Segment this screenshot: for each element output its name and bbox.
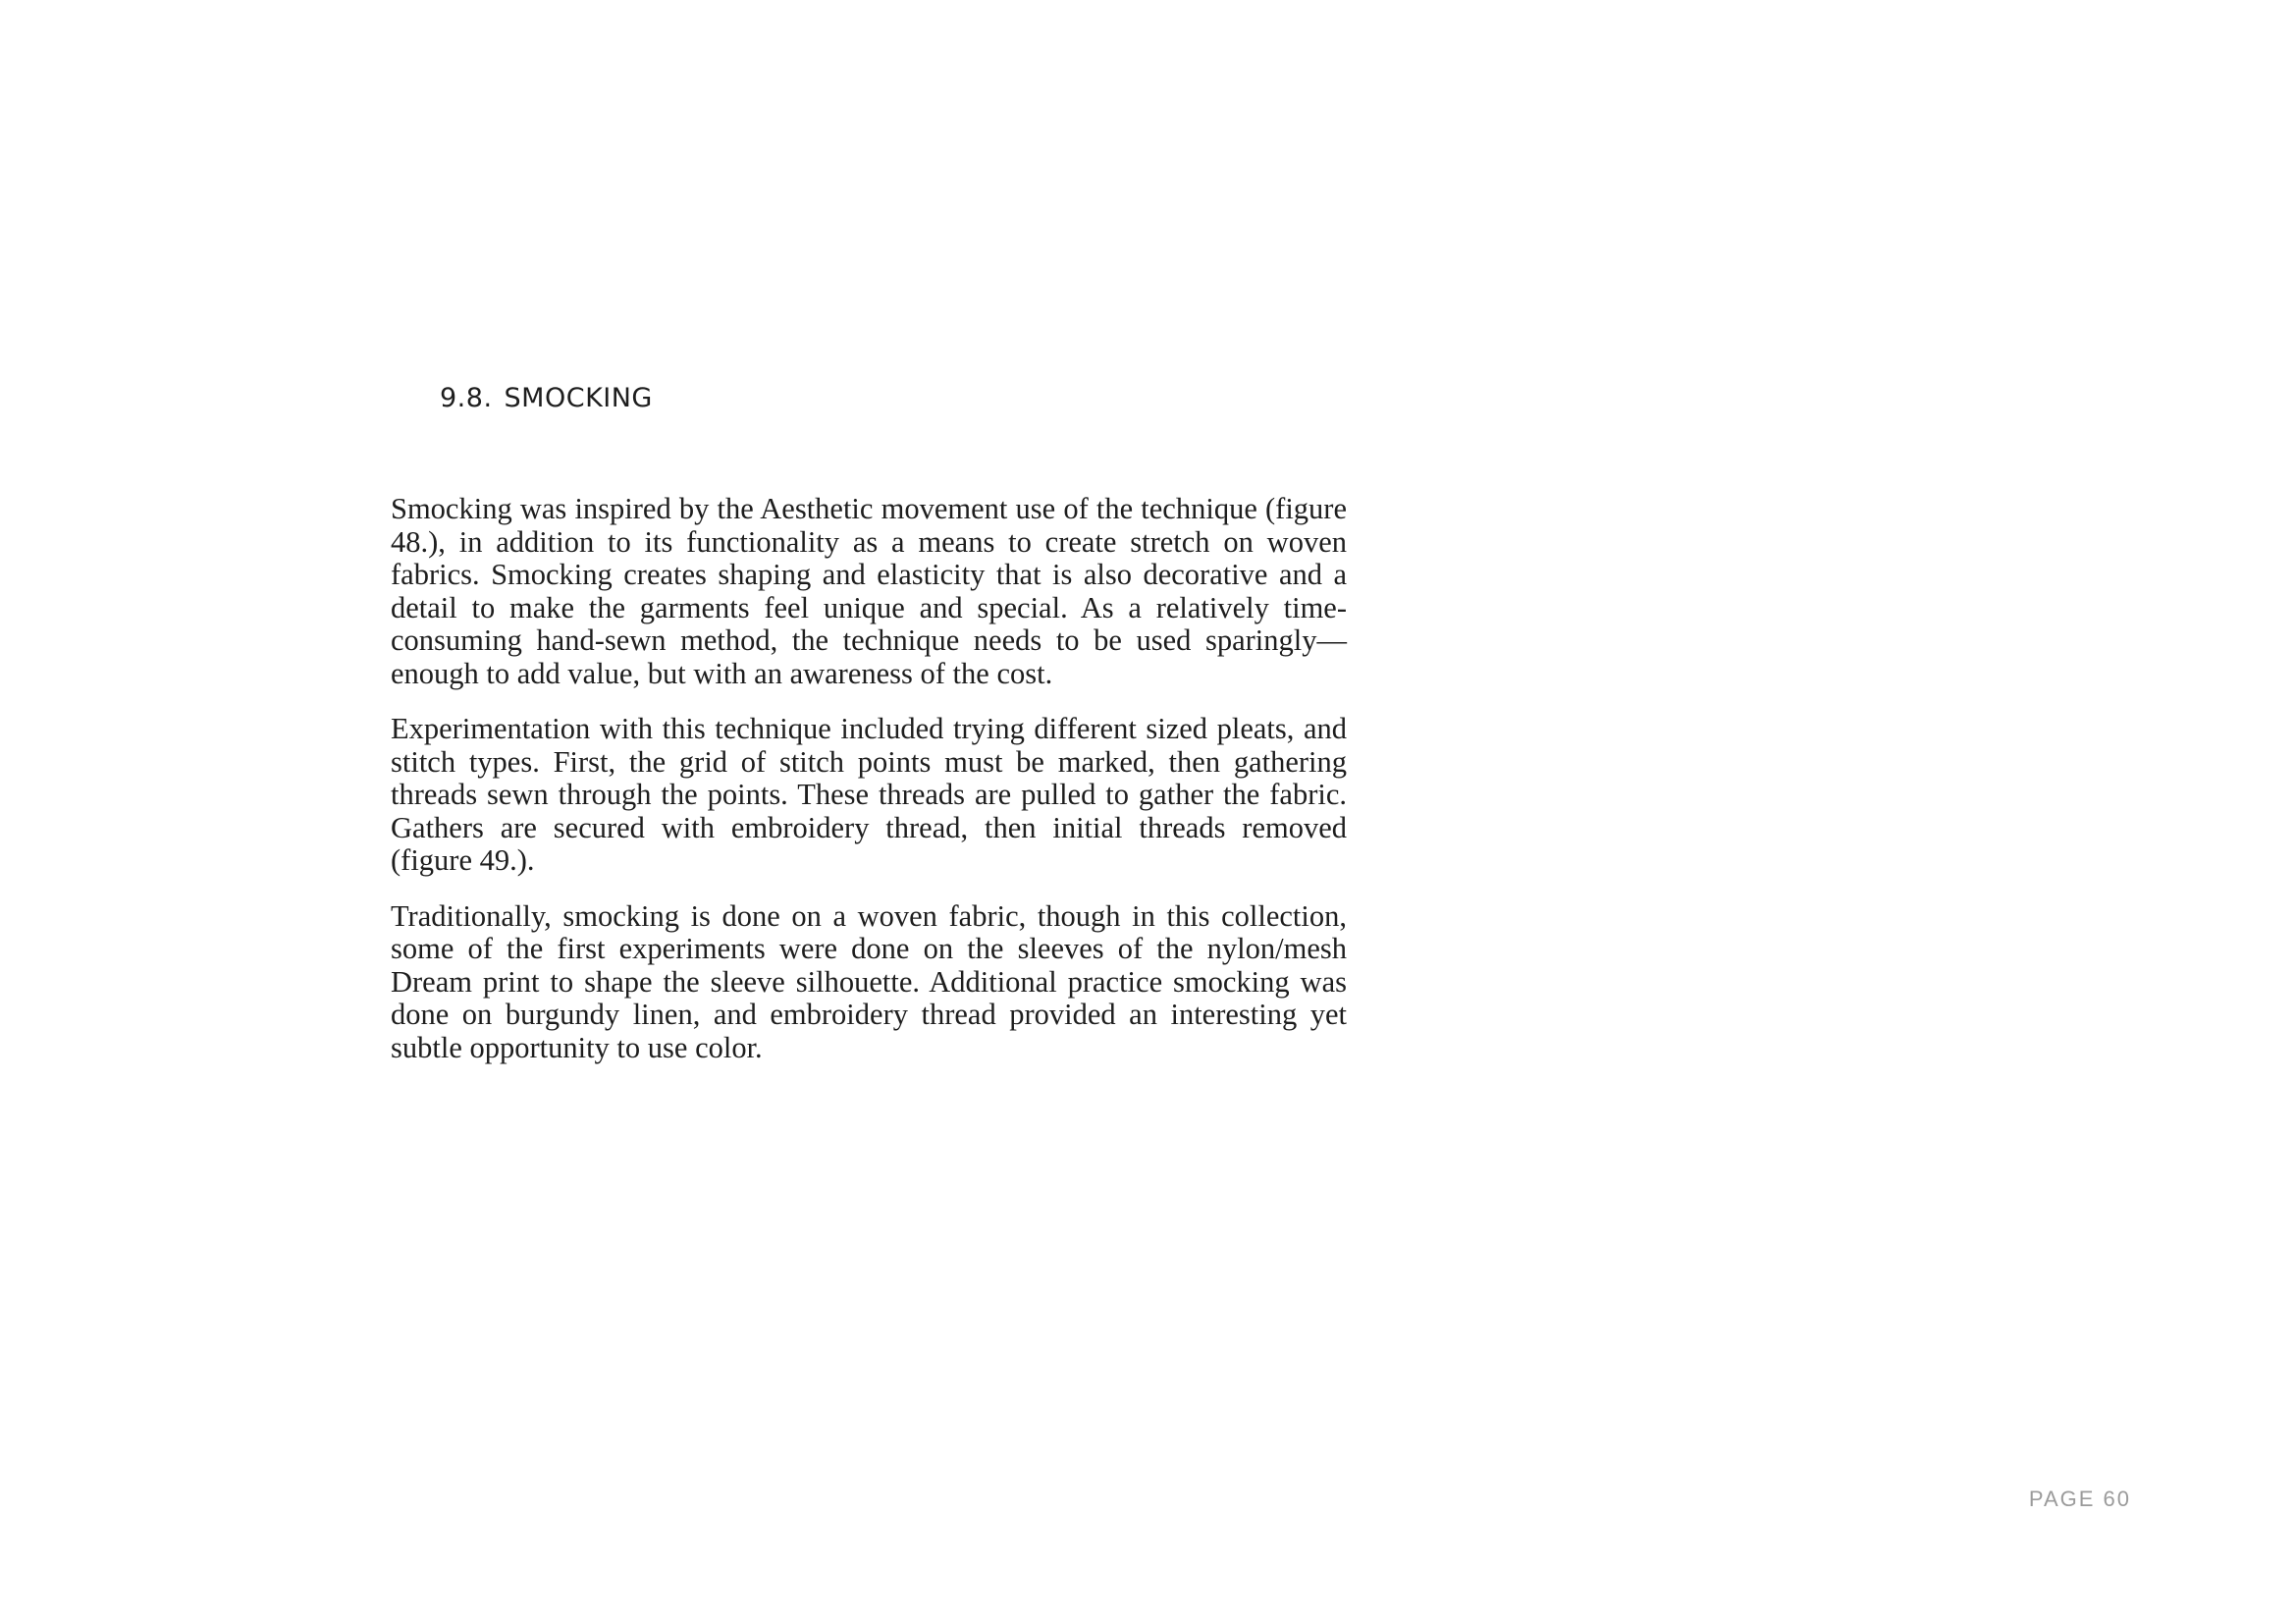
paragraph-intro: Smocking was inspired by the Aesthetic movement use of the technique (figure 48.), in addition to its functionality as a means to create stretch on woven fabrics. Smocking creates shaping and elasticity that is also decorative and a detail to make the garments feel unique and special. As a relatively time-consuming hand-sewn method, the technique needs to be used sparingly—enough to add value, but with an awareness of the cost.: [391, 492, 1347, 690]
page-number: PAGE 60: [2028, 1487, 2131, 1511]
section-number: 9.8.: [440, 383, 493, 413]
paragraph-experimentation: Experimentation with this technique included trying different sized pleats, and stitch types. First, the grid of stitch points must be marked, then gathering threads sewn through the points. These threads are pulled to gather the fabric. Gathers are secured with embroidery thread, then initial threads removed (figure 49.).: [391, 712, 1347, 877]
section-heading: [440, 383, 653, 413]
section-title: SMOCKING: [504, 383, 653, 413]
body-text: [391, 493, 1347, 1087]
paragraph-tradition: Traditionally, smocking is done on a woven fabric, though in this collection, some of the first experiments were done on the sleeves of the nylon/mesh Dream print to shape the sleeve silhouette. Additional practice smocking was done on burgundy linen, and embroidery thread provided an interesting yet subtle opportunity to use color.: [391, 898, 1347, 1064]
